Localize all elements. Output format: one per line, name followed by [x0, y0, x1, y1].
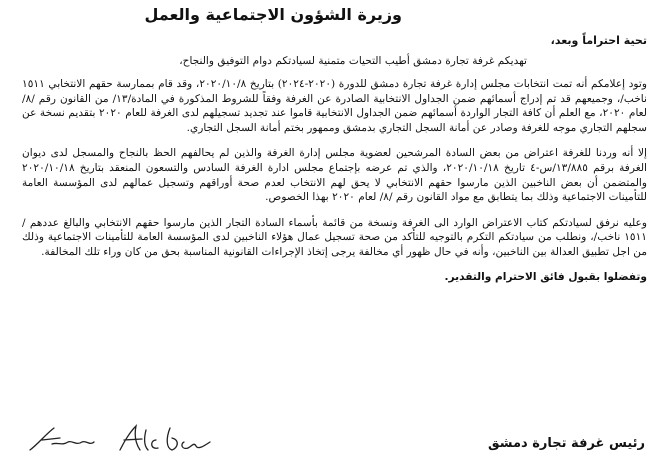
intro-line: تهديكم غرفة تجارة دمشق أطيب التحيات متمنية لسيادتكم دوام التوفيق والنجاح، — [179, 55, 527, 67]
letter-footer — [22, 422, 645, 454]
recipient-ministry: وزيرة الشؤون الاجتماعية والعمل — [144, 5, 402, 24]
signer-title: رئيس غرفة تجارة دمشق — [488, 436, 645, 451]
greeting: تحية احتراماً وبعد، — [550, 34, 647, 47]
handwritten-signature — [24, 422, 214, 456]
paragraph-elections: وتود إعلامكم أنه تمت انتخابات مجلس إدارة غرفة تجارة دمشق للدورة (٢٠٢٠-٢٠٢٤) بتاريخ ٢٠٢٠/١٠/٨، وقد قام بممارسة حقهم الانتخابي ١٥١١ ناخب/، وجميعهم قد تم إدراج أسمائهم ضمن الجداول الانتخابية الصادرة عن الغرفة وفقاً للشروط المذكورة في المادة/١٣/ من القانون رقم /٨/ لعام ٢٠٢٠، مع العلم أن كافة التجار الواردة أسمائهم ضمن الجداول الانتخابية قاموا عند تجديد تسجيلهم لدى الغرفة للعام ٢٠٢٠ بتقديم نسخة عن سجلهم التجاري موجه للغرفة وصادر عن أمانة السجل التجاري بدمشق وممهور بختم أمانة السجل التجاري. — [22, 78, 648, 134]
paragraph-request: وعليه نرفق لسيادتكم كتاب الاعتراض الوارد الى الغرفة ونسخة من قائمة بأسماء السادة التجار الذين مارسوا حقهم الانتخابي والبالغ عددهم /١٥١١ ناخب/، ونطلب من سيادتكم التكرم بالتوجيه للتأكد من صحة تسجيل عمال هؤلاء الناخبين لدى المؤسسة العامة للتأمينات الاجتماعية وذلك من اجل تطبيق العدالة بين الناخبين، وأنه في حال ظهور أي مخالفة يرجى إتخاذ الإجراءات القانونية المناسبة بحق من كان وراء تلك المخالفة. — [22, 216, 647, 258]
paragraph-objection: إلا أنه وردنا للغرفة اعتراض من بعض السادة المرشحين لعضوية مجلس إدارة الغرفة والذين لم يحالفهم الحظ بالنجاح والمسجل لدى ديوان الغرفة برقم ١٣/٨٨٥/س-٤ تاريخ ٢٠٢٠/١٠/١٨، والذي تم عرضه بإجتماع مجلس ادارة الغرفة السادس والتسعون المنعقد بتاريخ ٢٠٢٠/١٠/١٨ والمتضمن أن بعض الناخبين الذين مارسوا حقهم الانتخابي لا يحق لهم الانتخاب لعدم صحة أوراقهم وتسجيل عمالهم لدى المؤسسة العامة للتأمينات الاجتماعية وذلك بما يتطابق مع مواد القانون رقم /٨/ لعام ٢٠٢٠ بهذا الخصوص. — [22, 147, 647, 204]
closing-line: وتفضلوا بقبول فائق الاحترام والتقدير. — [444, 270, 647, 283]
